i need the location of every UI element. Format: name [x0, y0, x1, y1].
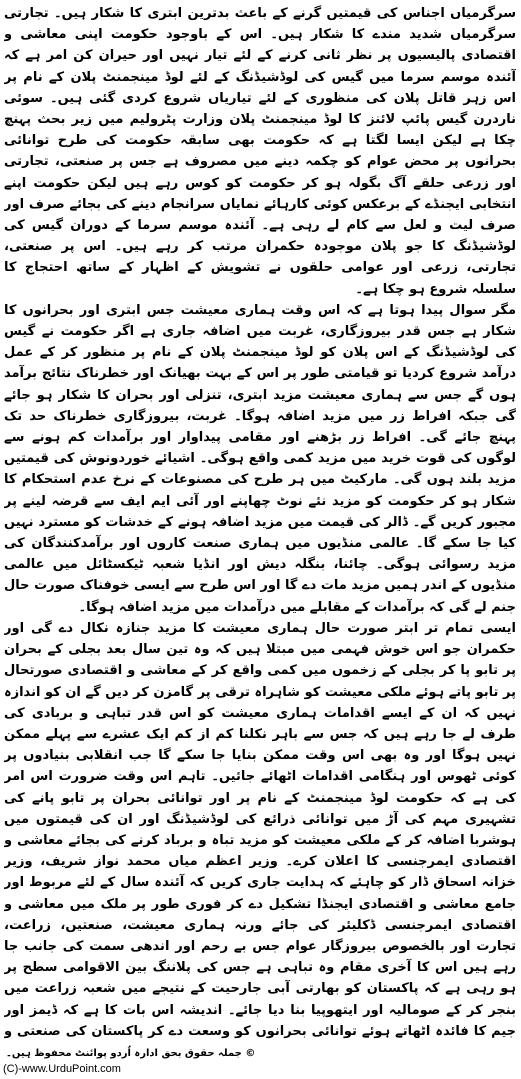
copyright-link[interactable]: (C)-www.UrduPoint.com	[3, 1063, 121, 1075]
rights-reserved-notice: © جملہ حقوق بحق ادارہ اُردو پوائنٹ محفوظ ہیں۔	[6, 1048, 256, 1059]
article-body	[4, 3, 516, 1043]
article-paragraph-2: مگر سوال پیدا ہوتا ہے کہ اس وقت ہماری معیشت جس ابتری اور بحرانوں کا شکار ہے جس قدر بیروزگاری، غربت میں اضافہ جاری ہے اگر حکومت نے گیس کی لوڈشیڈنگ کے اس پلان کو لوڈ مینجمنٹ پلان کے نام پر منظور کر کے عمل درآمد شروع کردیا تو قیامتی طور پر اس کے بہت بھیانک اور خطرناک نتائج برآمد ہوں گے جس سے ہماری معیشت مزید ابتری، تنزلی اور بحران کا شکار ہو جائے گی جبکہ افراط زر میں مزید اضافہ ہوگا۔ غربت، بیروزگاری خطرناک حد تک پہنچ جائے گی۔ افراط زر بڑھنے اور مقامی پیداوار اور برآمدات کم ہونے سے لوگوں کی قوت خرید میں مزید کمی واقع ہوگی۔ اشیائے خوردونوش کی قیمتیں مزید بلند ہوں گی۔ مارکیٹ میں ہر طرح کی مصنوعات کے نرخ عدم استحکام کا شکار ہو کر حکومت کو مزید نئے نوٹ چھاپنے اور آئی ایم ایف سے قرضہ لینے پر مجبور کریں گے۔ ڈالر کی قیمت میں مزید اضافہ ہونے کے خدشات کو مسترد نہیں کیا جا سکے گا۔ عالمی منڈیوں میں ہماری صنعت کاروں اور برآمدکنندگان کی مزید رسوائی ہوگی۔ چائنا، بنگلہ دیش اور انڈیا شعبہ ٹیکسٹائل میں عالمی منڈیوں کے اندر ہمیں مزید مات دے گا اور اس طرح سے ایسی خوفناک صورت حال جنم لے گی کہ برآمدات کے مقابلے میں درآمدات میں مزید اضافہ ہوگا۔	[4, 302, 516, 615]
article-paragraph-3: ایسی تمام تر ابتر صورت حال ہماری معیشت کا مزید جنازہ نکال دے گی اور حکمران جو اس خوش فہمی میں مبتلا ہیں کہ وہ تین سال بعد بجلی کے بحران پر تابو پا کر بجلی کے زخموں میں کمی واقع کر کے معاشی و اقتصادی صورتحال پر تابو پاتے ہوئے ملکی معیشت کو شاہراہ ترقی پر گامزن کر دیں گے ان کو اندازہ نہیں کہ ان کے ایسے اقدامات ہماری معیشت کو اس قدر تباہی و بربادی کی طرف لے جا رہے ہیں کہ جس سے باہر نکلنا کم از کم ایک عشرے سے پہلے ممکن نہیں ہوگا اور وہ بھی اس وقت ممکن بنایا جا سکے گا جب انقلابی بنیادوں پر کوئی ٹھوس اور ہنگامی اقدامات اٹھائے جائیں۔ تاہم اس وقت ضرورت اس امر کی ہے کہ حکومت لوڈ مینجمنٹ کے نام پر اور توانائی بحران پر تابو پانے کی تشہیری مہم کی آڑ میں توانائی ذرائع کی لوڈشیڈنگ اور ان کی قیمتوں میں ہوشربا اضافہ کر کے ملکی معیشت کو مزید تباہ و برباد کرنے کی بجائے معاشی و اقتصادی ایمرجنسی کا اعلان کرے۔ وزیر اعظم میاں محمد نواز شریف، وزیر خزانہ اسحاق ڈار کو چاہئے کہ ہدایت جاری کریں کہ آئندہ سال کے لئے مربوط اور جامع معاشی و اقتصادی ایجنڈا تشکیل دے کر فوری طور پر ملک میں معاشی و اقتصادی ایمرجنسی ڈکلیئر کی جائے ورنہ ہماری معیشت، صنعتیں، زراعت، تجارت اور بالخصوص بیروزگار عوام جس بے رحم اور اندھی سمت کی جانب جا رہے ہیں اس کا آخری مقام وہ تباہی ہے جس کی پلاننگ بین الاقوامی سطح پر ہو رہی ہے کہ پاکستان کو بھارتی آبی جارحیت کے نتیجے میں شعبہ زراعت میں بنجر کر کے صومالیہ اور ایتھوپیا بنا دیا جائے۔ اندیشہ اس بات کا ہے کہ ڈیمز اور جیم کا فائدہ اٹھاتے ہوئے توانائی بحرانوں کو وسعت دے کر پاکستان کی صنعتی و	[4, 620, 516, 1039]
article-paragraph-1: سرگرمیاں اجناس کی قیمتیں گرنے کے باعث بدترین ابتری کا شکار ہیں۔ تجارتی سرگرمیاں شدید مندے کا شکار ہیں۔ اس کے باوجود حکومت اپنی معاشی و اقتصادی پالیسیوں پر نظر ثانی کرنے کے لئے تیار نہیں اور حیران کن امر ہے کہ آئندہ موسم سرما میں گیس کی لوڈشیڈنگ کے لئے لوڈ مینجمنٹ پلان کے نام پر اس زہر قاتل پلان کی منظوری کے لئے تیاریاں شروع کردی گئی ہیں۔ سوئی ناردرن گیس پائپ لائنز کا لوڈ مینجمنٹ پلان وزارت پٹرولیم میں زیر بحث پہنچ چکا ہے لیکن ایسا لگتا ہے کہ حکومت بھی سابقہ حکومت کی طرح توانائی بحرانوں پر محض عوام کو چکمہ دینے میں مصروف ہے جس پر صنعتی، تجارتی اور زرعی حلقے آگ بگولہ ہو کر حکومت کو کوس رہے ہیں لیکن حکومت اپنے انتخابی ایجنڈے کے برعکس کوئی کارہائے نمایاں سرانجام دینے کی بجائے صرف اور صرف لیت و لعل سے کام لے رہی ہے۔ آئندہ موسم سرما کے دوران گیس کی لوڈشیڈنگ کا جو پلان موجودہ حکمران مرتب کر رہے ہیں۔ اس پر صنعتی، تجارتی، زرعی اور عوامی حلقوں نے تشویش کے اظہار کے ساتھ احتجاج کا سلسلہ شروع ہو چکا ہے۔	[4, 6, 516, 297]
